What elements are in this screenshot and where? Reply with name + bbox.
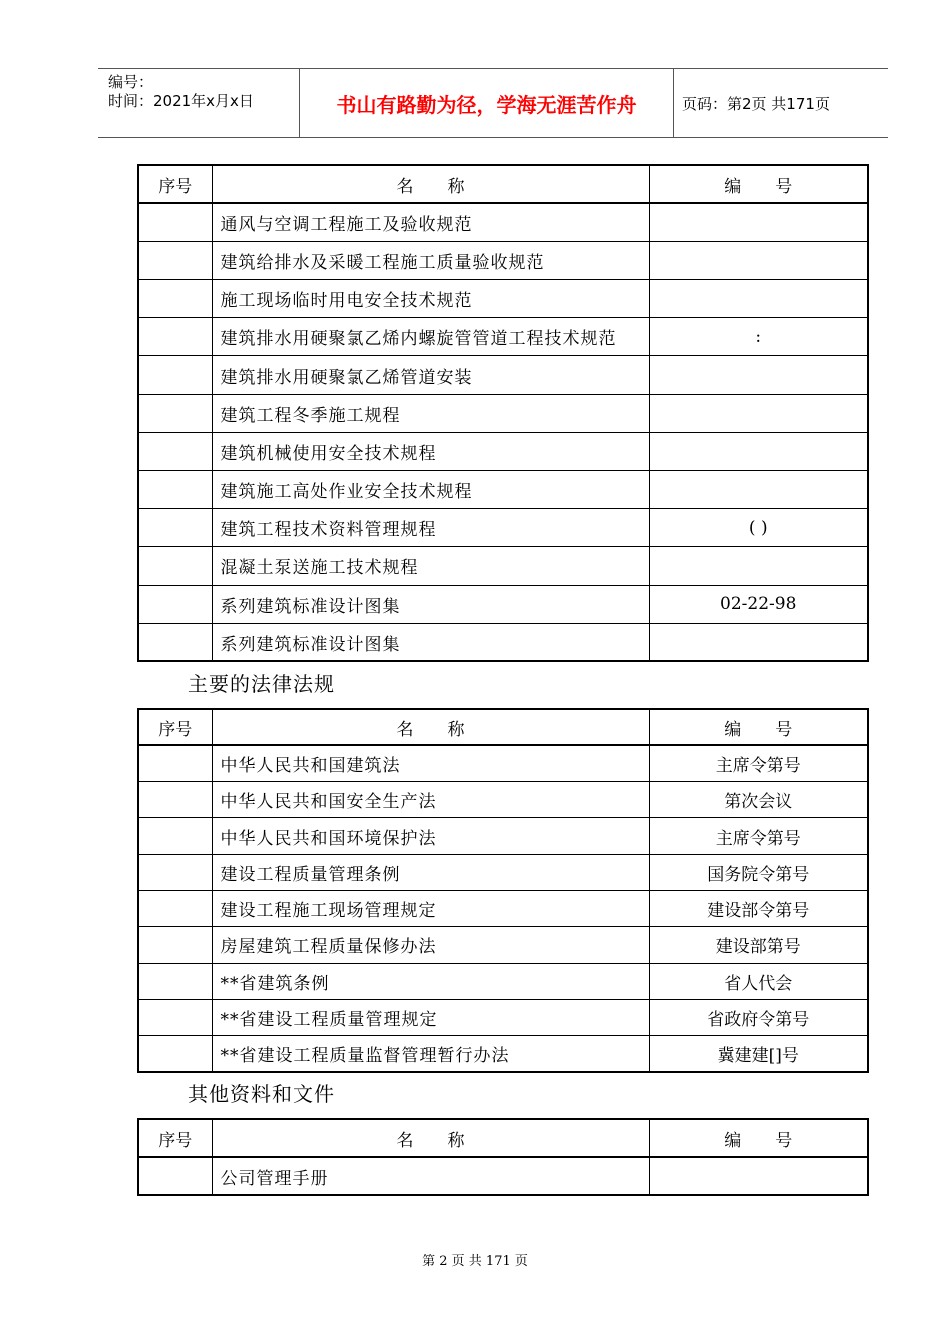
cell-code bbox=[649, 394, 868, 432]
cell-name: 建筑排水用硬聚氯乙烯内螺旋管管道工程技术规范 bbox=[212, 318, 649, 356]
table-row bbox=[138, 999, 868, 1035]
cell-code: 第次会议 bbox=[649, 782, 868, 818]
cell-seq bbox=[138, 927, 212, 963]
table-row bbox=[138, 203, 868, 241]
cell-code: 冀建建[]号 bbox=[649, 1036, 868, 1072]
table-row bbox=[138, 818, 868, 854]
cell-code bbox=[649, 471, 868, 509]
table-row bbox=[138, 432, 868, 470]
cell-name: 建筑给排水及采暖工程施工质量验收规范 bbox=[212, 241, 649, 279]
table-row bbox=[138, 927, 868, 963]
table-header-row bbox=[138, 709, 868, 745]
cell-name: 建筑机械使用安全技术规程 bbox=[212, 432, 649, 470]
cell-seq bbox=[138, 963, 212, 999]
table-header-row bbox=[138, 1119, 868, 1157]
cell-name: 中华人民共和国环境保护法 bbox=[212, 818, 649, 854]
cell-name: 混凝土泵送施工技术规程 bbox=[212, 547, 649, 585]
time-label: 时间：2021年x月x日 bbox=[108, 92, 254, 110]
cell-code bbox=[649, 547, 868, 585]
table-header-row bbox=[138, 165, 868, 203]
cell-name: 施工现场临时用电安全技术规范 bbox=[212, 280, 649, 318]
laws-table bbox=[137, 708, 869, 1073]
cell-code: ( ) bbox=[649, 509, 868, 547]
table-row bbox=[138, 241, 868, 279]
table-row bbox=[138, 963, 868, 999]
doc-number-label: 编号： bbox=[108, 73, 154, 91]
cell-seq bbox=[138, 890, 212, 926]
cell-code: 建设部第号 bbox=[649, 927, 868, 963]
cell-seq bbox=[138, 745, 212, 781]
cell-code bbox=[649, 1157, 868, 1195]
table-row bbox=[138, 854, 868, 890]
table-row bbox=[138, 623, 868, 661]
table-row bbox=[138, 782, 868, 818]
table-row bbox=[138, 745, 868, 781]
header-name: 名 称 bbox=[212, 1119, 649, 1157]
cell-seq bbox=[138, 547, 212, 585]
cell-name: 系列建筑标准设计图集 bbox=[212, 585, 649, 623]
cell-seq bbox=[138, 999, 212, 1035]
header-name: 名 称 bbox=[212, 709, 649, 745]
header-meta bbox=[98, 69, 299, 137]
section-title-other: 其他资料和文件 bbox=[188, 1082, 335, 1106]
table-row bbox=[138, 1036, 868, 1072]
cell-code: 主席令第号 bbox=[649, 745, 868, 781]
cell-seq bbox=[138, 471, 212, 509]
cell-name: 系列建筑标准设计图集 bbox=[212, 623, 649, 661]
cell-seq bbox=[138, 318, 212, 356]
cell-seq bbox=[138, 394, 212, 432]
table-row bbox=[138, 394, 868, 432]
cell-name: **省建设工程质量监督管理暂行办法 bbox=[212, 1036, 649, 1072]
header-seq: 序号 bbox=[138, 709, 212, 745]
page-footer: 第 2 页 共 171 页 bbox=[422, 1254, 528, 1269]
cell-code bbox=[649, 356, 868, 394]
table-row bbox=[138, 585, 868, 623]
cell-name: 公司管理手册 bbox=[212, 1157, 649, 1195]
cell-seq bbox=[138, 623, 212, 661]
cell-seq bbox=[138, 854, 212, 890]
cell-code: 国务院令第号 bbox=[649, 854, 868, 890]
header-seq: 序号 bbox=[138, 165, 212, 203]
cell-name: 建筑工程冬季施工规程 bbox=[212, 394, 649, 432]
cell-code: : bbox=[649, 318, 868, 356]
cell-name: 建设工程施工现场管理规定 bbox=[212, 890, 649, 926]
cell-seq bbox=[138, 818, 212, 854]
cell-code: 主席令第号 bbox=[649, 818, 868, 854]
table-row bbox=[138, 318, 868, 356]
table-row bbox=[138, 356, 868, 394]
other-docs-table bbox=[137, 1118, 869, 1196]
cell-name: 房屋建筑工程质量保修办法 bbox=[212, 927, 649, 963]
table-row bbox=[138, 547, 868, 585]
cell-name: **省建设工程质量管理规定 bbox=[212, 999, 649, 1035]
header-code: 编 号 bbox=[649, 1119, 868, 1157]
cell-name: 建筑排水用硬聚氯乙烯管道安装 bbox=[212, 356, 649, 394]
header-code: 编 号 bbox=[649, 709, 868, 745]
cell-seq bbox=[138, 1036, 212, 1072]
header-motto: 书山有路勤为径，学海无涯苦作舟 bbox=[299, 69, 674, 137]
cell-seq bbox=[138, 241, 212, 279]
cell-seq bbox=[138, 782, 212, 818]
cell-code: 省政府令第号 bbox=[649, 999, 868, 1035]
cell-seq bbox=[138, 280, 212, 318]
cell-name: **省建筑条例 bbox=[212, 963, 649, 999]
cell-name: 建设工程质量管理条例 bbox=[212, 854, 649, 890]
header-seq: 序号 bbox=[138, 1119, 212, 1157]
section-title-laws: 主要的法律法规 bbox=[188, 672, 335, 696]
cell-code bbox=[649, 280, 868, 318]
cell-code: 建设部令第号 bbox=[649, 890, 868, 926]
cell-name: 中华人民共和国建筑法 bbox=[212, 745, 649, 781]
cell-name: 中华人民共和国安全生产法 bbox=[212, 782, 649, 818]
cell-seq bbox=[138, 509, 212, 547]
table-row bbox=[138, 1157, 868, 1195]
cell-code: 02-22-98 bbox=[649, 585, 868, 623]
cell-name: 建筑施工高处作业安全技术规程 bbox=[212, 471, 649, 509]
table-row bbox=[138, 280, 868, 318]
header-page-info: 页码：第2页 共171页 bbox=[682, 94, 830, 113]
page-header bbox=[98, 68, 888, 138]
cell-code bbox=[649, 432, 868, 470]
cell-seq bbox=[138, 356, 212, 394]
cell-name: 通风与空调工程施工及验收规范 bbox=[212, 203, 649, 241]
header-code: 编 号 bbox=[649, 165, 868, 203]
cell-seq bbox=[138, 432, 212, 470]
cell-seq bbox=[138, 1157, 212, 1195]
cell-code bbox=[649, 203, 868, 241]
cell-seq bbox=[138, 203, 212, 241]
table-row bbox=[138, 471, 868, 509]
cell-code bbox=[649, 241, 868, 279]
standards-table bbox=[137, 164, 869, 662]
table-row bbox=[138, 890, 868, 926]
header-name: 名 称 bbox=[212, 165, 649, 203]
cell-name: 建筑工程技术资料管理规程 bbox=[212, 509, 649, 547]
table-row bbox=[138, 509, 868, 547]
cell-seq bbox=[138, 585, 212, 623]
cell-code bbox=[649, 623, 868, 661]
cell-code: 省人代会 bbox=[649, 963, 868, 999]
